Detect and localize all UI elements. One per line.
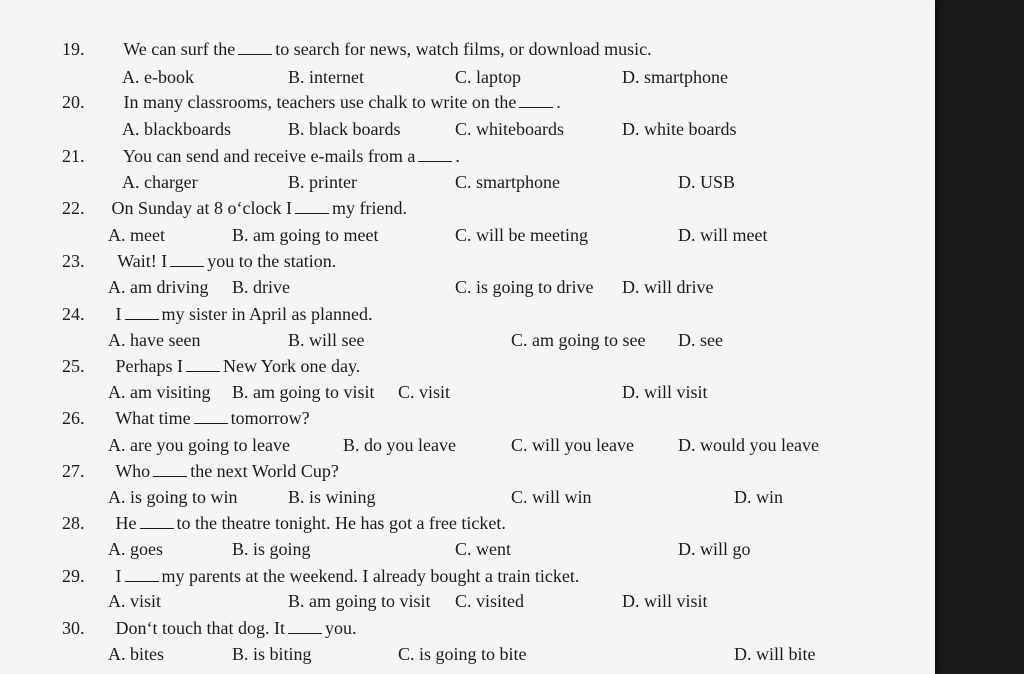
question-text-pre: I [115, 566, 122, 586]
option-b: B. do you leave [343, 435, 456, 455]
answer-blank [295, 199, 329, 214]
question-19 [62, 38, 652, 60]
question-number: 24. [62, 304, 85, 324]
option-c: C. will win [511, 487, 592, 507]
option-c: C. went [455, 539, 511, 559]
option-b: B. is biting [232, 644, 312, 664]
option-d: D. USB [678, 172, 736, 192]
question-text-pre: Who [115, 461, 151, 481]
question-29 [62, 565, 579, 587]
question-text-post: . [455, 146, 460, 166]
question-number: 20. [62, 92, 85, 112]
option-c: C. laptop [455, 67, 521, 87]
answer-blank [170, 252, 204, 267]
question-text-pre: Don‘t touch that dog. It [115, 618, 285, 638]
option-a: A. blackboards [122, 119, 231, 139]
option-c: C. will you leave [511, 435, 634, 455]
option-a: A. bites [108, 644, 164, 664]
option-c: C. whiteboards [455, 119, 564, 139]
question-22 [62, 197, 407, 219]
answer-blank [140, 514, 174, 529]
question-number: 22. [62, 198, 85, 218]
question-25 [62, 355, 360, 377]
question-number: 23. [62, 251, 85, 271]
question-26 [62, 407, 310, 429]
option-a: A. is going to win [108, 487, 238, 507]
option-c: C. is going to bite [398, 644, 527, 664]
question-text-post: New York one day. [222, 356, 361, 376]
question-text-pre: Wait! I [117, 251, 168, 271]
question-20 [62, 91, 561, 113]
question-23 [62, 250, 336, 272]
option-d: D. see [678, 330, 723, 350]
option-a: A. charger [122, 172, 198, 192]
question-number: 28. [62, 513, 85, 533]
option-d: D. will drive [622, 277, 714, 297]
option-a: A. have seen [108, 330, 201, 350]
option-c: C. visit [398, 382, 451, 402]
question-text-post: my sister in April as planned. [161, 304, 373, 324]
option-a: A. are you going to leave [108, 435, 290, 455]
option-b: B. is going [232, 539, 311, 559]
question-text-pre: He [115, 513, 137, 533]
option-b: B. am going to meet [232, 225, 379, 245]
question-text-post: tomorrow? [230, 408, 310, 428]
option-d: D. will bite [734, 644, 816, 664]
option-a: A. am driving [108, 277, 209, 297]
question-number: 29. [62, 566, 85, 586]
option-b: B. black boards [288, 119, 401, 139]
option-b: B. is wining [288, 487, 376, 507]
option-d: D. will meet [678, 225, 768, 245]
option-a: A. meet [108, 225, 165, 245]
option-b: B. drive [232, 277, 290, 297]
question-text-post: you. [324, 618, 357, 638]
option-d: D. would you leave [678, 435, 819, 455]
question-28 [62, 512, 506, 534]
option-b: B. am going to visit [232, 382, 375, 402]
question-text-pre: What time [115, 408, 191, 428]
question-text-post: the next World Cup? [190, 461, 339, 481]
question-30 [62, 617, 356, 639]
question-text-post: my parents at the weekend. I already bought a train ticket. [161, 566, 580, 586]
answer-blank [238, 40, 272, 55]
question-24 [62, 303, 372, 325]
question-27 [62, 460, 339, 482]
option-d: D. smartphone [622, 67, 728, 87]
question-text-pre: On Sunday at 8 o‘clock I [111, 198, 292, 218]
question-text-pre: Perhaps I [115, 356, 183, 376]
question-text-post: to search for news, watch films, or download music. [275, 39, 652, 59]
option-b: B. am going to visit [288, 591, 431, 611]
question-text-pre: We can surf the [123, 39, 236, 59]
option-a: A. e-book [122, 67, 194, 87]
question-number: 26. [62, 408, 85, 428]
option-d: D. will visit [622, 591, 708, 611]
option-a: A. visit [108, 591, 162, 611]
question-number: 19. [62, 39, 85, 59]
answer-blank [288, 619, 322, 634]
option-b: B. printer [288, 172, 357, 192]
question-number: 30. [62, 618, 85, 638]
question-number: 21. [62, 146, 85, 166]
question-text-pre: I [115, 304, 122, 324]
option-b: B. internet [288, 67, 364, 87]
answer-blank [186, 357, 220, 372]
question-text-post: to the theatre tonight. He has got a free ticket. [176, 513, 506, 533]
answer-blank [125, 567, 159, 582]
option-c: C. visited [455, 591, 525, 611]
option-b: B. will see [288, 330, 365, 350]
option-c: C. is going to drive [455, 277, 594, 297]
answer-blank [519, 93, 553, 108]
answer-blank [418, 147, 452, 162]
answer-blank [125, 305, 159, 320]
option-d: D. will go [678, 539, 751, 559]
question-text-pre: In many classrooms, teachers use chalk to write on the [123, 92, 517, 112]
question-21 [62, 145, 460, 167]
option-a: A. am visiting [108, 382, 211, 402]
question-text-post: you to the station. [207, 251, 337, 271]
question-text-post: my friend. [331, 198, 407, 218]
answer-blank [194, 409, 228, 424]
question-number: 27. [62, 461, 85, 481]
option-d: D. white boards [622, 119, 737, 139]
option-c: C. smartphone [455, 172, 560, 192]
question-text-post: . [556, 92, 561, 112]
option-a: A. goes [108, 539, 163, 559]
question-number: 25. [62, 356, 85, 376]
answer-blank [153, 462, 187, 477]
option-d: D. win [734, 487, 783, 507]
question-text-pre: You can send and receive e-mails from a [122, 146, 416, 166]
option-d: D. will visit [622, 382, 708, 402]
option-c: C. am going to see [511, 330, 646, 350]
option-c: C. will be meeting [455, 225, 588, 245]
